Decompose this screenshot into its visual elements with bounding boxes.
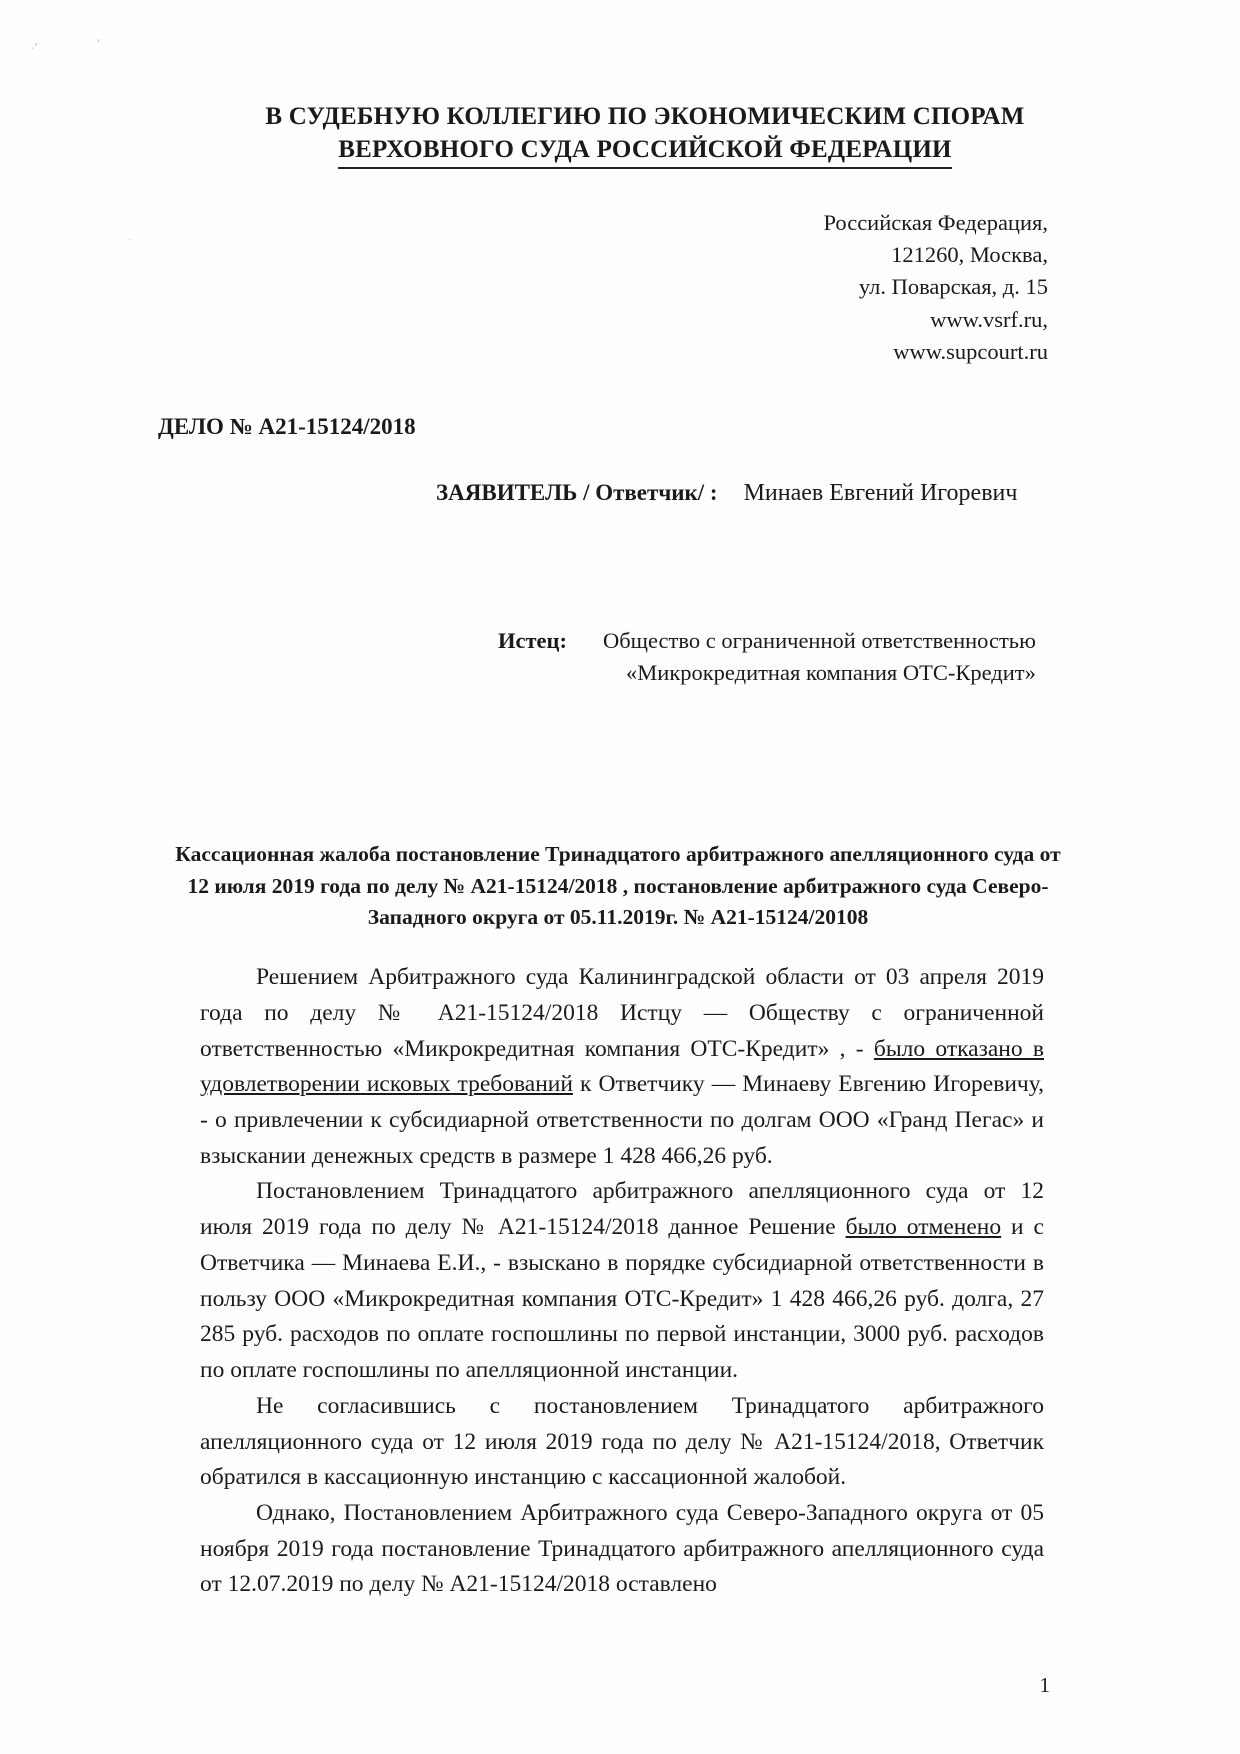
scan-artifact-icon: ·ʼ	[28, 39, 40, 56]
scan-artifact-icon: ʼ	[95, 35, 101, 52]
address-line: www.supcourt.ru	[893, 338, 1048, 364]
plaintiff-label: Истец:	[498, 627, 567, 653]
court-address-block	[0, 207, 1240, 368]
address-line: www.vsrf.ru,	[930, 306, 1048, 332]
applicant-name: Минаев Евгений Игоревич	[743, 479, 1018, 506]
plaintiff-name-line: Общество с ограниченной ответственностью	[602, 627, 1036, 653]
paragraph-1-underlined: было отказано в удовлетворении исковых требований	[200, 1035, 1044, 1098]
document-title: Кассационная жалоба постановление Тринадцатого арбитражного апелляционного суда от 12 июля 2019 года по делу № А21-15124/2018 , постановление арбитражного суда Северо-Западного округа от 05.11.2019г. № А21-15124/20108	[175, 841, 1061, 930]
case-number: ДЕЛО № А21-15124/2018	[158, 413, 416, 439]
applicant-label: ЗАЯВИТЕЛЬ / Ответчик/ :	[436, 479, 718, 505]
applicant-row	[0, 480, 1240, 507]
plaintiff-name-line: «Микрокредитная компания ОТС-Кредит»	[626, 659, 1036, 685]
paragraph-2-underlined: было отменено	[845, 1214, 1002, 1241]
body-paragraph-4: Однако, Постановлением Арбитражного суда Северо-Западного округа от 05 ноября 2019 года постановление Тринадцатого арбитражного апелляционного суда от 12.07.2019 по делу № А21-15124/2018 оставлено	[200, 1499, 1044, 1598]
court-header-line-1: В СУДЕБНУЮ КОЛЛЕГИЮ ПО ЭКОНОМИЧЕСКИМ СПОРАМ	[265, 103, 1025, 130]
body-paragraph-2	[200, 1174, 1044, 1388]
paragraph-1-part-a: Решением Арбитражного суда Калининградской области от 03 апреля 2019 года по делу № А21-15124/2018 Истцу — Обществу с ограниченной ответственностью «Микрокредитная компания ОТС-Кредит» , -	[200, 964, 1044, 1062]
address-line: ул. Поварская, д. 15	[858, 274, 1048, 300]
document-body	[0, 960, 1240, 1603]
address-line: 121260, Москва,	[891, 242, 1048, 268]
page-number: 1	[1039, 1673, 1050, 1697]
court-header-line-2: ВЕРХОВНОГО СУДА РОССИЙСКОЙ ФЕДЕРАЦИИ	[338, 133, 951, 169]
paragraph-2-part-b: и с Ответчика — Минаева Е.И., - взыскано в порядке субсидиарной ответственности в пользу ООО «Микрокредитная компания ОТС-Кредит» 1 428 466,26 руб. долга, 27 285 руб. расходов по оплате госпошлины по первой инстанции, 3000 руб. расходов по оплате госпошлины по апелляционной инстанции.	[200, 1214, 1044, 1384]
plaintiff-name	[603, 625, 1036, 689]
paragraph-1-part-b: к Ответчику — Минаеву Евгению Игоревичу, - о привлечении к субсидиарной ответственности по долгам ООО «Гранд Пегас» и взыскании денежных средств в размере 1 428 466,26 руб.	[200, 1071, 1044, 1169]
body-paragraph-3: Не согласившись с постановлением Тринадцатого арбитражного апелляционного суда от 12 июля 2019 года по делу № А21-15124/2018, Ответчик обратился в кассационную инстанцию с кассационной жалобой.	[200, 1392, 1044, 1491]
scan-artifact-icon: ·	[128, 234, 132, 246]
paragraph-2-part-a: Постановлением Тринадцатого арбитражного апелляционного суда от 12 июля 2019 года по делу № А21-15124/2018 данное Решение	[200, 1178, 1044, 1241]
court-header	[0, 100, 1240, 169]
plaintiff-row	[0, 625, 1240, 689]
address-line: Российская Федерация,	[823, 210, 1048, 235]
body-paragraph-1	[200, 960, 1044, 1174]
